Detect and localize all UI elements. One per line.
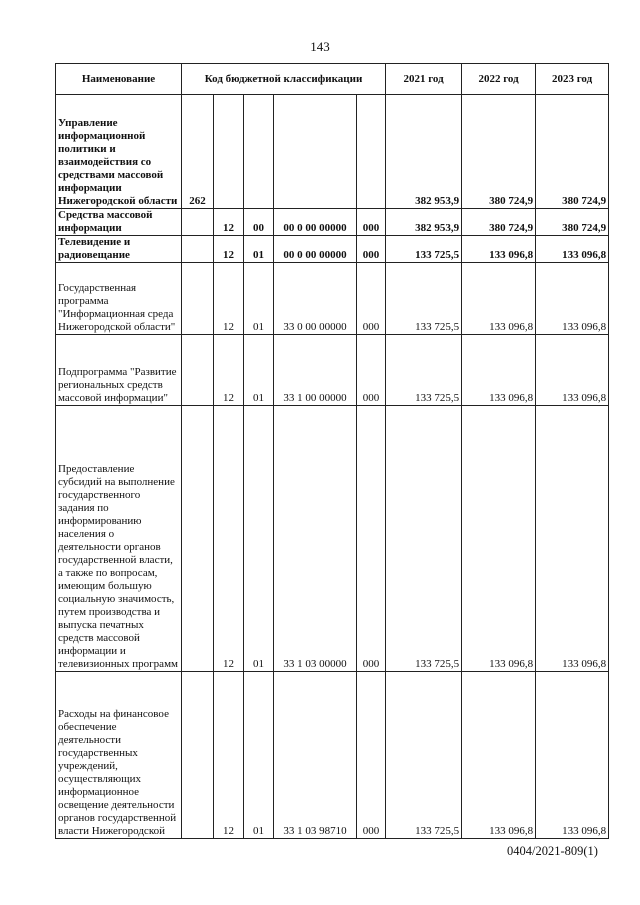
row-2022: 133 096,8 (462, 335, 536, 406)
row-rz (214, 95, 244, 209)
row-2022: 380 724,9 (462, 209, 536, 236)
header-code: Код бюджетной классификации (182, 64, 386, 95)
row-vr: 000 (357, 335, 386, 406)
row-rz: 12 (214, 406, 244, 672)
row-vr (357, 95, 386, 209)
row-2023: 133 096,8 (536, 406, 609, 672)
row-grbs (182, 263, 214, 335)
row-2023: 133 096,8 (536, 263, 609, 335)
row-2023: 380 724,9 (536, 209, 609, 236)
header-name: Наименование (56, 64, 182, 95)
row-pr: 01 (244, 672, 274, 839)
row-pr: 01 (244, 263, 274, 335)
row-grbs (182, 406, 214, 672)
row-csr: 00 0 00 00000 (274, 209, 357, 236)
table-header-row (56, 64, 609, 95)
row-csr: 33 1 03 98710 (274, 672, 357, 839)
row-2021: 133 725,5 (386, 672, 462, 839)
table-row (56, 263, 609, 335)
row-name: Подпрограмма "Развитие региональных средств массовой информации" (56, 335, 182, 406)
row-vr: 000 (357, 209, 386, 236)
row-pr: 01 (244, 236, 274, 263)
row-name: Предоставление субсидий на выполнение государственного задания по информированию населения о деятельности органов государственной власти, а также по вопросам, имеющим большую социальную значимость, путем производства и выпуска печатных средств массовой информации и телевизионных программ (56, 406, 182, 672)
table-row (56, 95, 609, 209)
header-2023: 2023 год (536, 64, 609, 95)
row-vr: 000 (357, 672, 386, 839)
table-row (56, 209, 609, 236)
row-2023: 380 724,9 (536, 95, 609, 209)
row-vr: 000 (357, 406, 386, 672)
table-row (56, 335, 609, 406)
row-rz: 12 (214, 236, 244, 263)
header-2021: 2021 год (386, 64, 462, 95)
row-2022: 133 096,8 (462, 406, 536, 672)
row-csr: 33 1 03 00000 (274, 406, 357, 672)
row-pr: 01 (244, 335, 274, 406)
row-csr: 00 0 00 00000 (274, 236, 357, 263)
document-footer-code: 0404/2021-809(1) (507, 844, 598, 858)
row-2022: 133 096,8 (462, 263, 536, 335)
row-grbs: 262 (182, 95, 214, 209)
row-vr: 000 (357, 236, 386, 263)
row-rz: 12 (214, 209, 244, 236)
row-name: Телевидение и радиовещание (56, 236, 182, 263)
row-2021: 133 725,5 (386, 263, 462, 335)
row-csr (274, 95, 357, 209)
row-grbs (182, 209, 214, 236)
row-2023: 133 096,8 (536, 236, 609, 263)
row-name: Расходы на финансовое обеспечение деятельности государственных учреждений, осуществляющих информационное освещение деятельности органов государственной власти Нижегородской (56, 672, 182, 839)
row-name: Государственная программа "Информационная среда Нижегородской области" (56, 263, 182, 335)
table-row (56, 672, 609, 839)
row-2021: 133 725,5 (386, 406, 462, 672)
page-number: 143 (310, 39, 330, 54)
budget-table (55, 63, 609, 839)
row-2021: 133 725,5 (386, 335, 462, 406)
row-grbs (182, 672, 214, 839)
row-grbs (182, 335, 214, 406)
row-2022: 380 724,9 (462, 95, 536, 209)
row-2021: 133 725,5 (386, 236, 462, 263)
row-2022: 133 096,8 (462, 236, 536, 263)
table-row (56, 406, 609, 672)
row-pr (244, 95, 274, 209)
row-csr: 33 0 00 00000 (274, 263, 357, 335)
row-name: Средства массовой информации (56, 209, 182, 236)
row-grbs (182, 236, 214, 263)
row-name: Управление информационной политики и взаимодействия со средствами массовой информации Нижегородской области (56, 95, 182, 209)
row-csr: 33 1 00 00000 (274, 335, 357, 406)
row-rz: 12 (214, 672, 244, 839)
header-2022: 2022 год (462, 64, 536, 95)
row-2023: 133 096,8 (536, 672, 609, 839)
row-rz: 12 (214, 335, 244, 406)
row-pr: 01 (244, 406, 274, 672)
row-2021: 382 953,9 (386, 95, 462, 209)
row-pr: 00 (244, 209, 274, 236)
table-row (56, 236, 609, 263)
row-vr: 000 (357, 263, 386, 335)
row-rz: 12 (214, 263, 244, 335)
row-2022: 133 096,8 (462, 672, 536, 839)
row-2021: 382 953,9 (386, 209, 462, 236)
row-2023: 133 096,8 (536, 335, 609, 406)
